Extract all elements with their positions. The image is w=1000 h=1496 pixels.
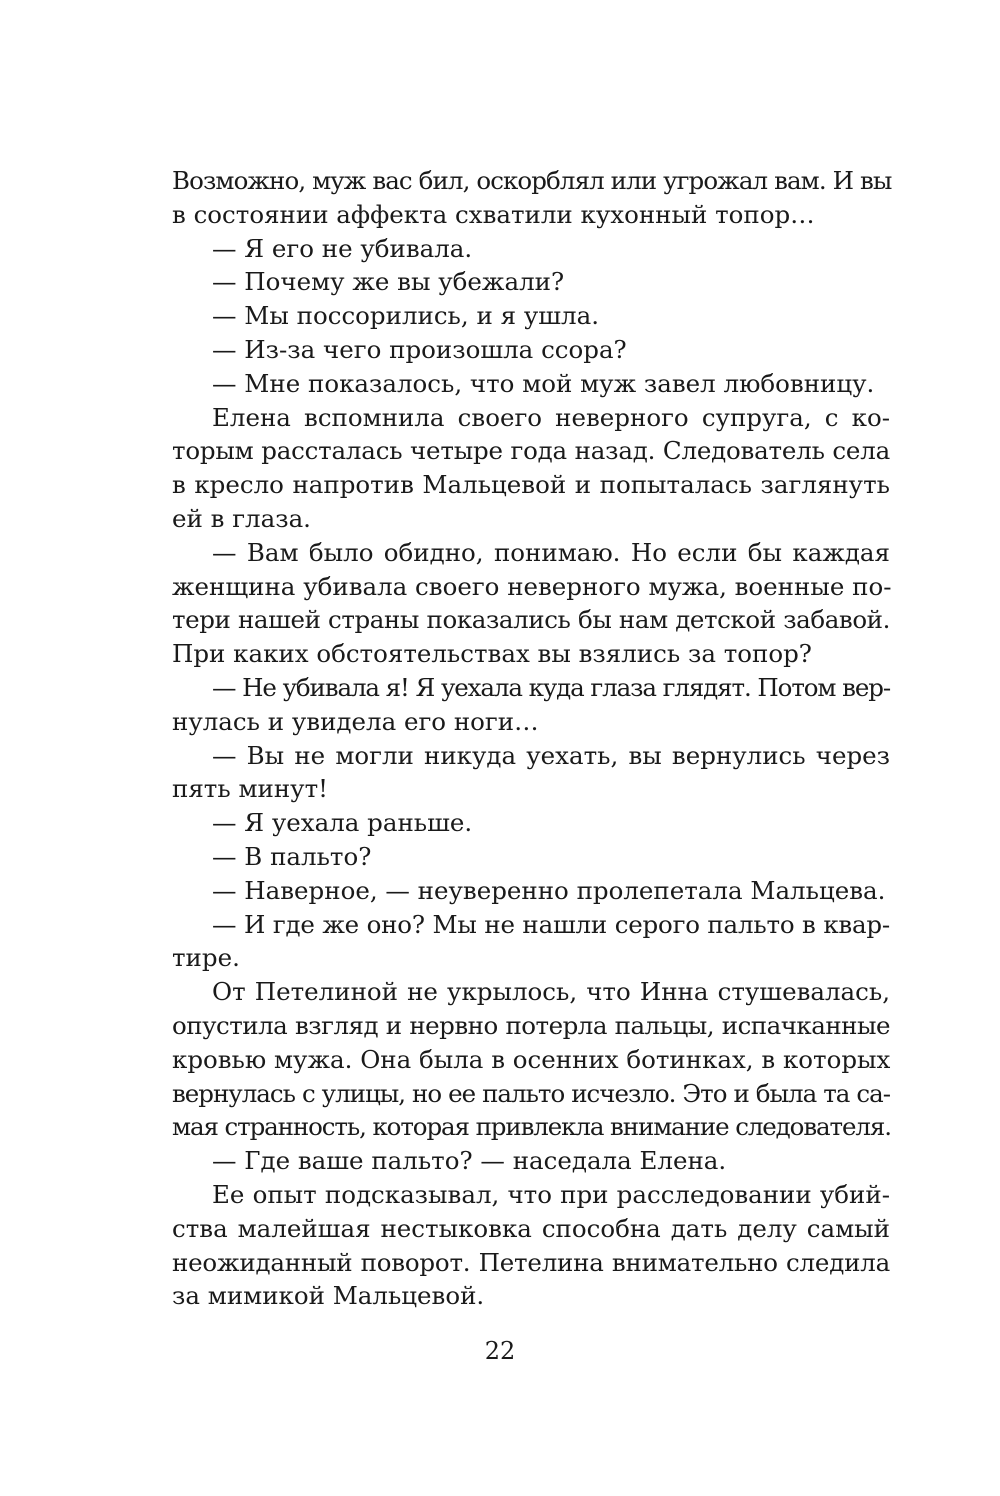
text-line: кровью мужа. Она была в осенних ботинках, в которых bbox=[172, 1044, 891, 1074]
dialogue-line: — Из-за чего произошла ссора? bbox=[212, 334, 627, 364]
text-line: ства малейшая нестыковка способна дать делу самый bbox=[172, 1213, 890, 1243]
text-line: вернулась с улицы, но ее пальто исчезло. Это и была та са- bbox=[172, 1078, 890, 1108]
text-line: ей в глаза. bbox=[172, 503, 311, 533]
dialogue-line: — Мы поссорились, и я ушла. bbox=[212, 301, 599, 331]
dialogue-line: — Вам было обидно, понимаю. Но если бы каждая bbox=[212, 537, 890, 567]
text-line: При каких обстоятельствах вы взялись за топор? bbox=[172, 639, 812, 669]
text-line: неожиданный поворот. Петелина внимательно следила bbox=[172, 1247, 890, 1277]
text-line: Возможно, муж вас бил, оскорблял или угрожал вам. И вы bbox=[172, 166, 892, 195]
page-number: 22 bbox=[484, 1337, 516, 1365]
dialogue-line: — Вы не могли никуда уехать, вы вернулись через bbox=[212, 740, 890, 770]
dialogue-line: — Почему же вы убежали? bbox=[212, 267, 565, 297]
dialogue-line: — Мне показалось, что мой муж завел любовницу. bbox=[212, 368, 875, 398]
text-line: за мимикой Мальцевой. bbox=[172, 1281, 485, 1311]
text-line: женщина убивала своего неверного мужа, военные по- bbox=[172, 571, 892, 601]
dialogue-line: — В пальто? bbox=[212, 841, 372, 871]
body-text bbox=[172, 164, 890, 1313]
dialogue-line: — Наверное, — неуверенно пролепетала Мальцева. bbox=[212, 875, 886, 905]
text-line: Елена вспомнила своего неверного супруга, с ко- bbox=[212, 402, 890, 432]
text-line: мая странность, которая привлекла внимание следователя. bbox=[172, 1112, 891, 1142]
dialogue-line: — Где ваше пальто? — наседала Елена. bbox=[212, 1146, 727, 1176]
text-line: в состоянии аффекта схватили кухонный топор… bbox=[172, 199, 815, 229]
text-line: в кресло напротив Мальцевой и попыталась заглянуть bbox=[172, 470, 890, 500]
dialogue-line: — Не убивала я! Я уехала куда глаза глядят. Потом вер- bbox=[212, 672, 890, 702]
text-line: торым рассталась четыре года назад. Следователь села bbox=[172, 436, 890, 466]
text-line: тери нашей страны показались бы нам детской забавой. bbox=[172, 605, 890, 635]
dialogue-line: — Я уехала раньше. bbox=[212, 808, 473, 838]
dialogue-line: — И где же оно? Мы не нашли серого пальто в квар- bbox=[212, 909, 890, 939]
dialogue-line: — Я его не убивала. bbox=[212, 233, 473, 263]
text-line: нулась и увидела его ноги… bbox=[172, 706, 539, 736]
text-line: От Петелиной не укрылось, что Инна стушевалась, bbox=[212, 977, 890, 1007]
text-line: пять минут! bbox=[172, 774, 328, 804]
text-line: Ее опыт подсказывал, что при расследовании убий- bbox=[212, 1179, 890, 1209]
text-line: тире. bbox=[172, 943, 240, 973]
text-line: опустила взгляд и нервно потерла пальцы, испачканные bbox=[172, 1010, 890, 1040]
